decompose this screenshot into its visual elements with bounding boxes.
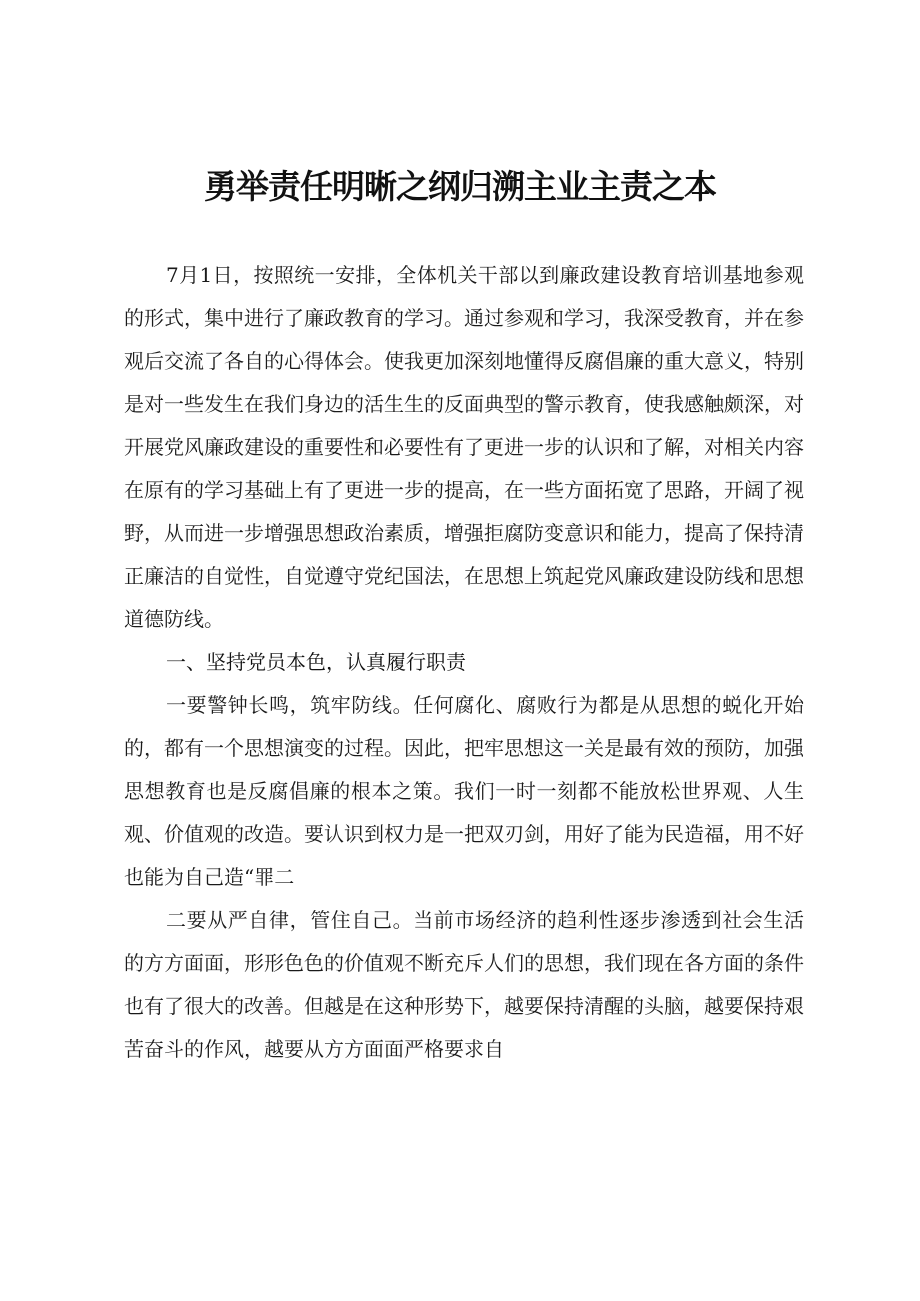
section-paragraph-2: 二要从严自律，管住自己。当前市场经济的趋利性逐步渗透到社会生活的方方面面，形形色色的价值观不断充斥人们的思想，我们现在各方面的条件也有了很大的改善。但越是在这种形势下，越要保持清醒的头脑，越要保持艰苦奋斗的作风，越要从方方面面严格要求自 <box>124 908 804 1061</box>
section-paragraph-1: 一要警钟长鸣，筑牢防线。任何腐化、腐败行为都是从思想的蜕化开始的，都有一个思想演变的过程。因此，把牢思想这一关是最有效的预防，加强思想教育也是反腐倡廉的根本之策。我们一时一刻都不能放松世界观、人生观、价值观的改造。要认识到权力是一把双刃剑，用好了能为民造福，用不好也能为自己造“罪二 <box>124 693 804 889</box>
intro-paragraph: 7月1日，按照统一安排，全体机关干部以到廉政建设教育培训基地参观的形式，集中进行了廉政教育的学习。通过参观和学习，我深受教育，并在参观后交流了各自的心得体会。使我更加深刻地懂得反腐倡廉的重大意义，特别是对一些发生在我们身边的活生生的反面典型的警示教育，使我感触颇深，对开展党风廉政建设的重要性和必要性有了更进一步的认识和了解，对相关内容在原有的学习基础上有了更进一步的提高，在一些方面拓宽了思路，开阔了视野，从而进一步增强思想政治素质，增强拒腐防变意识和能力，提高了保持清正廉洁的自觉性，自觉遵守党纪国法，在思想上筑起党风廉政建设防线和思想道德防线。 <box>124 263 804 631</box>
section-heading: 一、坚持党员本色，认真履行职责 <box>166 650 466 674</box>
document-title: 勇举责任明晰之纲归溯主业主责之本 <box>204 167 716 206</box>
document-body <box>124 254 804 1071</box>
